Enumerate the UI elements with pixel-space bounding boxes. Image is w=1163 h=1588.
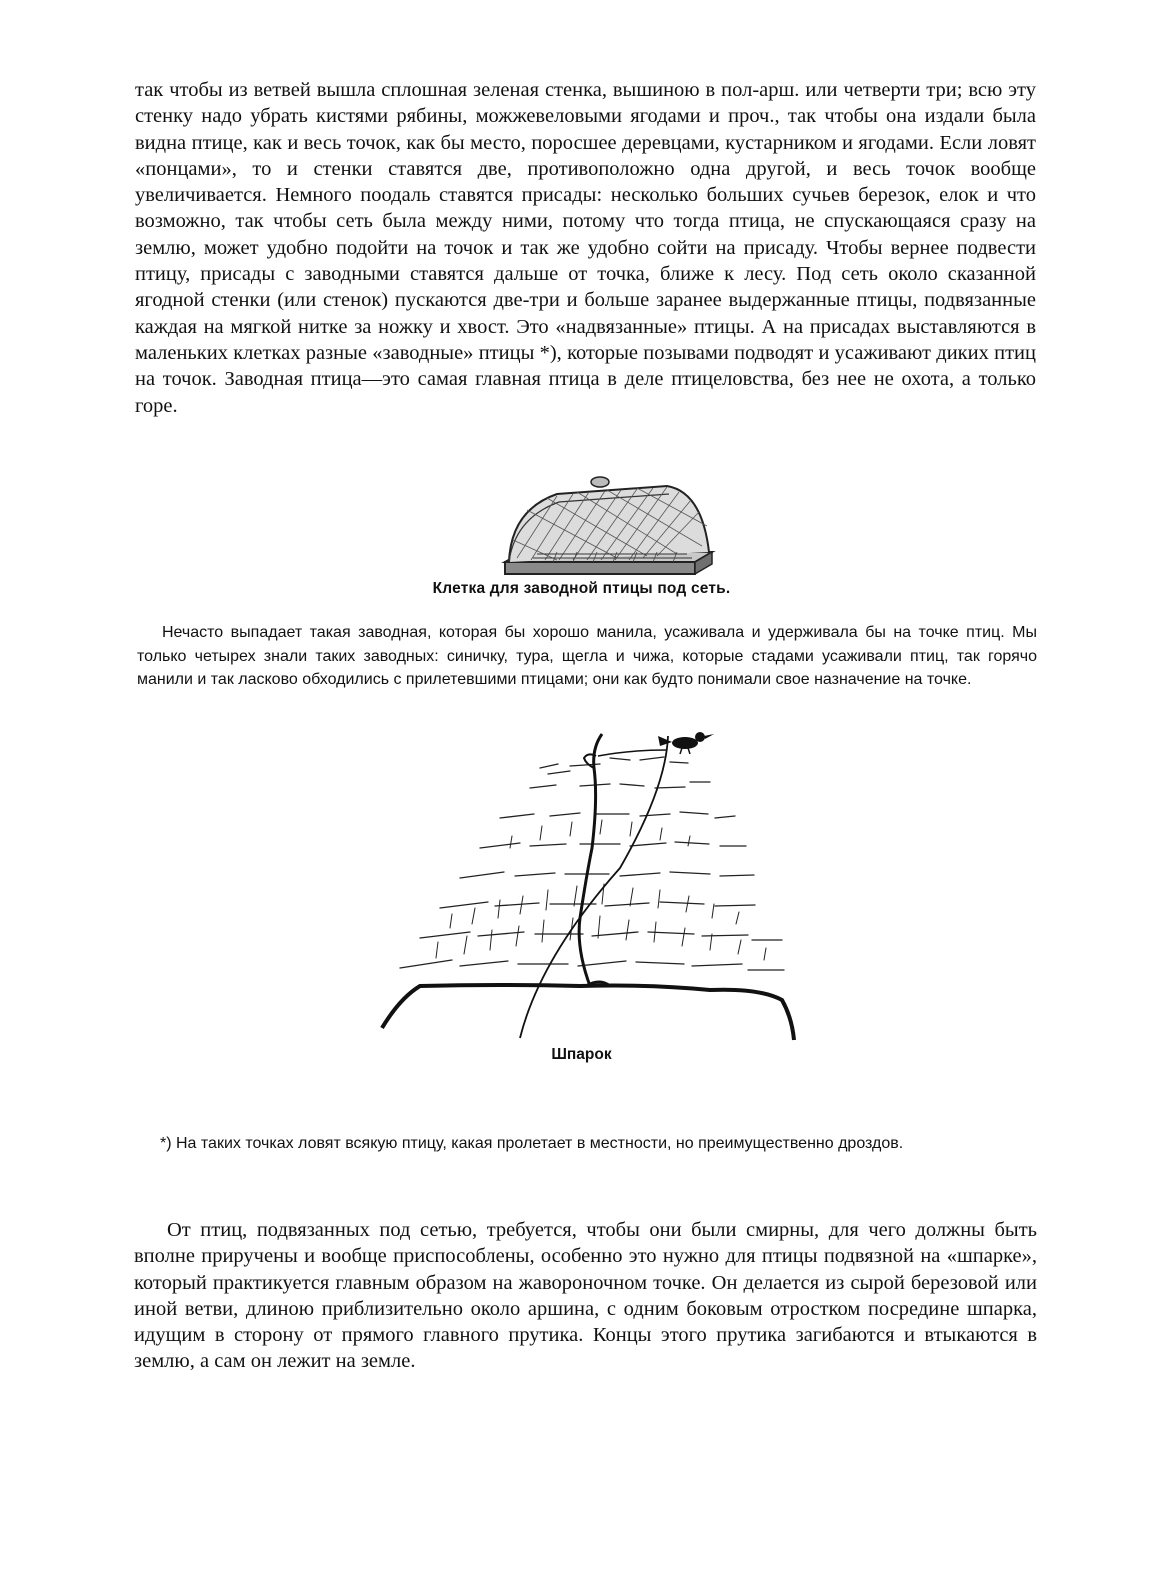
footnote: *) На таких точках ловят всякую птицу, какая пролетает в местности, но преимущественно дроздов. [160, 1135, 904, 1152]
paragraph-main-2: От птиц, подвязанных под сетью, требуется, чтобы они были смирны, для чего должны быть вполне приручены и вообще приспособлены, особенно это нужно для птицы подвязной на «шпарке», который практикуется главным образом на жавороночном точке. Он делается из сырой березовой или иной ветви, длиною приблизительно около аршина, с одним боковым отростком посредине шпарка, идущим в сторону от прямого главного прутика. Концы этого прутика загибаются и втыкаются в землю, а сам он лежит на земле. [134, 1219, 1037, 1373]
paragraph-main-1: так чтобы из ветвей вышла сплошная зеленая стенка, вышиною в пол-арш. или четверти три; всю эту стенку надо убрать кистями рябины, можжевеловыми ягодами и проч., так чтобы она издали была видна птице, как и весь точок, как бы место, поросшее деревцами, кустарником и ягодами. Если ловят «понцами», то и стенки ставятся две, противоположно одна другой, и весь точок вообще увеличивается. Немного поодаль ставятся присады: несколько больших сучьев березок, елок и что возможно, так чтобы сеть была между ними, потому что тогда птица, не спускающаяся сразу на землю, может удобно подойти на точок и так же удобно сойти на присаду. Чтобы вернее подвести птицу, присады с заводными ставятся дальше от точка, ближе к лесу. Под сеть около сказанной ягодной стенки (или стенок) пускаются две-три и больше заранее выдержанные птицы, подвязанные каждая на мягкой нитке за ножку и хвост. Это «надвязанные» птицы. А на присадах выставляются в маленьких клетках разные «заводные» птицы *), которые позывами подводят и усаживают диких птиц на точок. Заводная птица—это самая главная птица в деле птицеловства, без нее не охота, а только горе. [135, 79, 1036, 417]
shparok-illustration [380, 728, 800, 1043]
paragraph-small-1: Нечасто выпадает такая заводная, которая бы хорошо манила, усаживала и удерживала бы на точке птиц. Мы только четырех знали таких заводных: синичку, тура, щегла и чижа, которые стадами усаживали птиц, так горячо манили и так ласково обходились с прилетевшими птицами; они как будто понимали свое назначение на точке. [137, 624, 1037, 688]
cage-caption: Клетка для заводной птицы под сеть. [432, 580, 731, 597]
cage-illustration [497, 470, 722, 578]
shparok-caption: Шпарок [551, 1046, 612, 1063]
